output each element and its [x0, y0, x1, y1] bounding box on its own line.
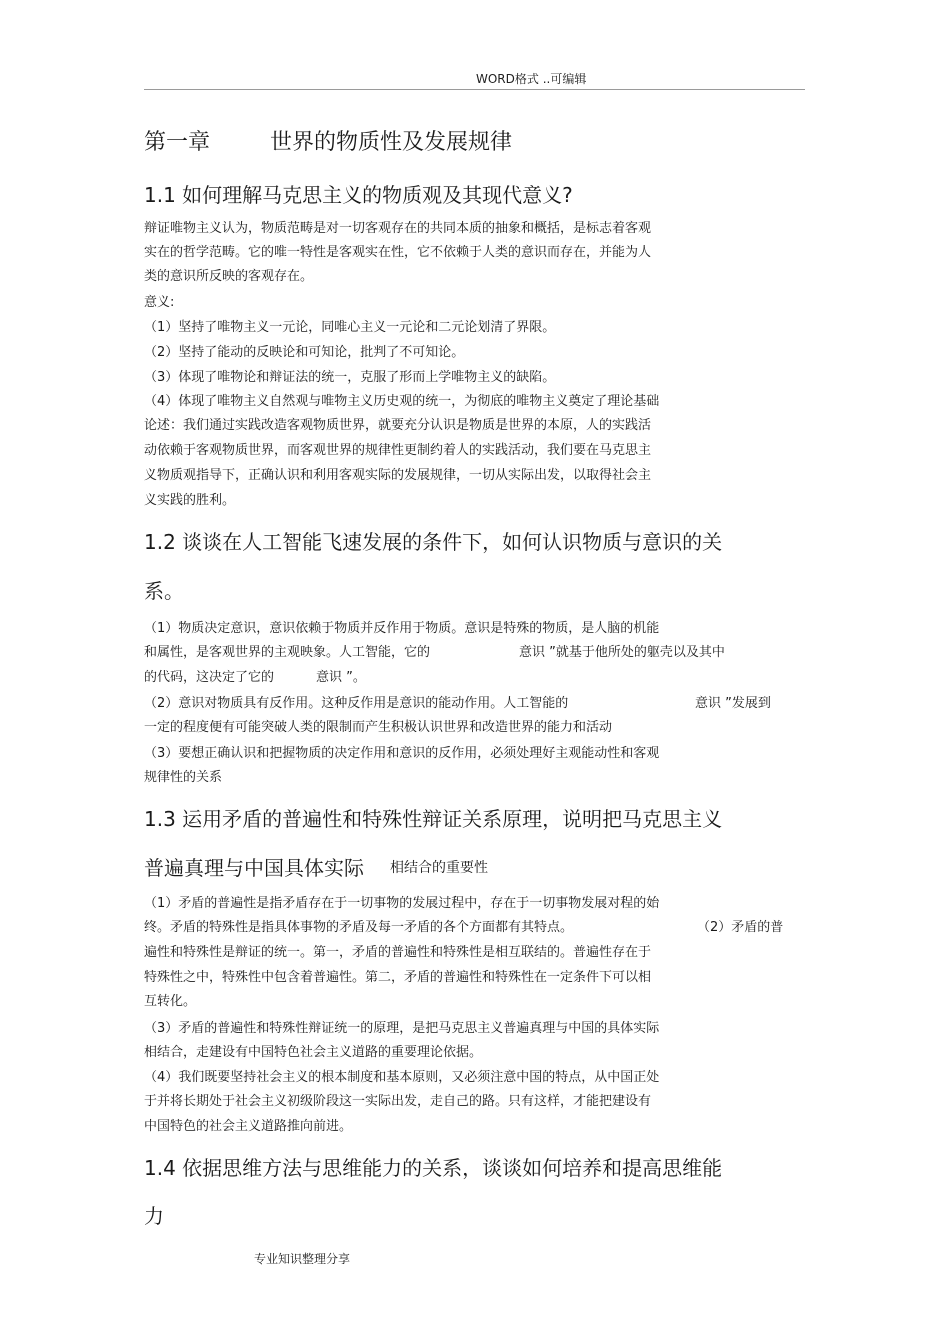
- paragraph-fragment: 意识 ”就基于他所处的躯壳以及其中: [519, 645, 725, 660]
- paragraph-fragment: 意识 ”发展到: [695, 696, 771, 711]
- paragraph-line: 中国特色的社会主义道路推向前进。: [144, 1119, 353, 1134]
- paragraph-line: （2）坚持了能动的反映论和可知论，批判了不可知论。: [144, 345, 465, 360]
- section-1-3-heading-tail: 相结合的重要性: [390, 860, 488, 876]
- paragraph-line: （3）要想正确认识和把握物质的决定作用和意识的反作用，必须处理好主观能动性和客观: [144, 746, 660, 761]
- paragraph-line: 遍性和特殊性是辩证的统一。第一，矛盾的普遍性和特殊性是相互联结的。普遍性存在于: [144, 945, 652, 960]
- section-1-4-heading: 1.4 依据思维方法与思维能力的关系，谈谈如何培养和提高思维能: [144, 1156, 723, 1180]
- paragraph-line: （1）矛盾的普遍性是指矛盾存在于一切事物的发展过程中，存在于一切事物发展对程的始: [144, 896, 660, 911]
- paragraph-line: 特殊性之中，特殊性中包含着普遍性。第二，矛盾的普遍性和特殊性在一定条件下可以相: [144, 970, 652, 985]
- paragraph-fragment: （2）矛盾的普: [697, 920, 784, 935]
- section-1-2-heading-cont: 系。: [144, 579, 184, 603]
- paragraph-line: （1）物质决定意识，意识依赖于物质并反作用于物质。意识是特殊的物质，是人脑的机能: [144, 621, 660, 636]
- paragraph-line: 规律性的关系: [144, 770, 223, 785]
- page-header: WORD格式 ..可编辑: [476, 72, 587, 86]
- section-1-1-heading: 1.1 如何理解马克思主义的物质观及其现代意义?: [144, 183, 573, 207]
- paragraph-line: 动依赖于客观物质世界，而客观世界的规律性更制约着人的实践活动，我们要在马克思主: [144, 443, 652, 458]
- paragraph-line: 的代码，这决定了它的: [144, 670, 275, 685]
- page-footer: 专业知识整理分享: [254, 1252, 351, 1266]
- paragraph-line: （4）体现了唯物主义自然观与唯物主义历史观的统一，为彻底的唯物主义奠定了理论基础: [144, 394, 660, 409]
- paragraph-line: （3）矛盾的普遍性和特殊性辩证统一的原理，是把马克思主义普遍真理与中国的具体实际: [144, 1021, 660, 1036]
- paragraph-line: （3）体现了唯物论和辩证法的统一，克服了形而上学唯物主义的缺陷。: [144, 370, 556, 385]
- paragraph-line: 义物质观指导下，正确认识和利用客观实际的发展规律，一切从实际出发，以取得社会主: [144, 468, 652, 483]
- paragraph-line: 一定的程度便有可能突破人类的限制而产生积极认识世界和改造世界的能力和活动: [144, 720, 613, 735]
- paragraph-line: 于并将长期处于社会主义初级阶段这一实际出发，走自己的路。只有这样，才能把建设有: [144, 1094, 652, 1109]
- paragraph-line: （1）坚持了唯物主义一元论，同唯心主义一元论和二元论划清了界限。: [144, 320, 556, 335]
- section-1-3-heading-cont: 普遍真理与中国具体实际: [144, 856, 364, 880]
- paragraph-line: 类的意识所反映的客观存在。: [144, 269, 314, 284]
- chapter-number: 第一章: [144, 130, 211, 155]
- paragraph-fragment: 意识 ”。: [316, 670, 366, 685]
- chapter-title: 世界的物质性及发展规律: [270, 130, 513, 155]
- paragraph-line: 意义:: [144, 295, 175, 310]
- section-1-2-heading: 1.2 谈谈在人工智能飞速发展的条件下，如何认识物质与意识的关: [144, 530, 723, 554]
- paragraph-line: 论述：我们通过实践改造客观物质世界，就要充分认识是物质是世界的本原，人的实践活: [144, 418, 652, 433]
- section-1-3-heading: 1.3 运用矛盾的普遍性和特殊性辩证关系原理，说明把马克思主义: [144, 807, 723, 831]
- paragraph-line: 义实践的胜利。: [144, 493, 236, 508]
- paragraph-line: 相结合，走建设有中国特色社会主义道路的重要理论依据。: [144, 1045, 483, 1060]
- paragraph-line: （2）意识对物质具有反作用。这种反作用是意识的能动作用。人工智能的: [144, 696, 569, 711]
- paragraph-line: 实在的哲学范畴。它的唯一特性是客观实在性，它不依赖于人类的意识而存在，并能为人: [144, 245, 652, 260]
- section-1-4-heading-cont: 力: [144, 1204, 164, 1228]
- paragraph-line: 终。矛盾的特殊性是指具体事物的矛盾及每一矛盾的各个方面都有其特点。: [144, 920, 574, 935]
- paragraph-line: （4）我们既要坚持社会主义的根本制度和基本原则，又必须注意中国的特点，从中国正处: [144, 1070, 660, 1085]
- paragraph-line: 和属性，是客观世界的主观映象。人工智能，它的: [144, 645, 431, 660]
- header-rule: [144, 89, 805, 90]
- paragraph-line: 互转化。: [144, 994, 197, 1009]
- paragraph-line: 辩证唯物主义认为，物质范畴是对一切客观存在的共同本质的抽象和概括，是标志着客观: [144, 221, 652, 236]
